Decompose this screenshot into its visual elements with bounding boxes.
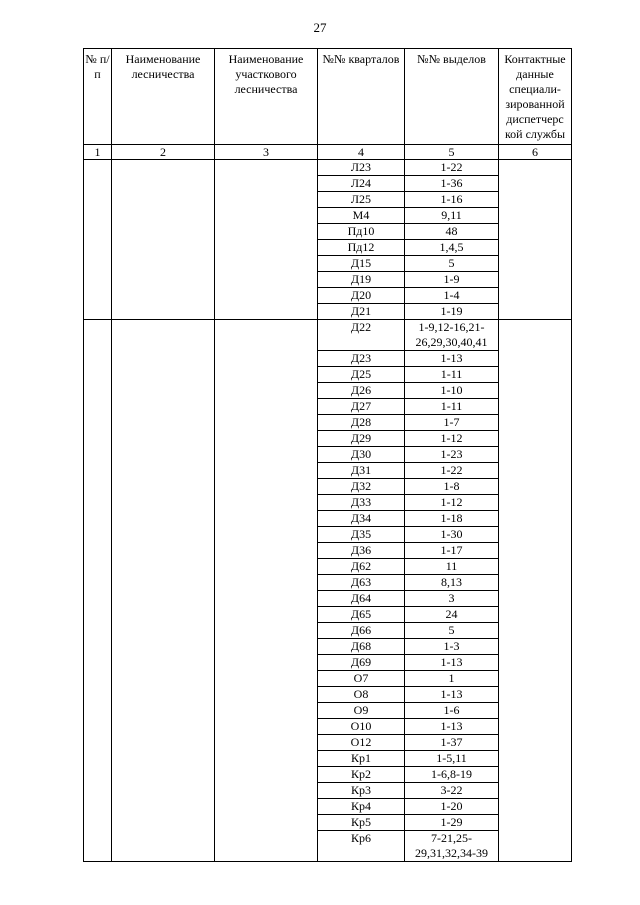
quarter-cell: Д31: [318, 463, 405, 479]
quarter-cell: Д25: [318, 367, 405, 383]
empty-number-cell: [84, 320, 112, 862]
quarter-cell: Д32: [318, 479, 405, 495]
forest-quarters-table: [83, 48, 572, 862]
header-plots: №№ выделов: [405, 49, 499, 145]
quarter-cell: Д28: [318, 415, 405, 431]
quarter-cell: Кр6: [318, 831, 405, 862]
column-number: 5: [405, 145, 499, 160]
quarter-cell: Д62: [318, 559, 405, 575]
column-number: 3: [215, 145, 318, 160]
column-number: 4: [318, 145, 405, 160]
plots-cell: 1-12: [405, 431, 499, 447]
header-row: [84, 49, 572, 145]
quarter-cell: Д36: [318, 543, 405, 559]
quarter-cell: Д15: [318, 256, 405, 272]
plots-cell: 1: [405, 671, 499, 687]
quarter-cell: Кр3: [318, 783, 405, 799]
quarter-cell: Д19: [318, 272, 405, 288]
plots-cell: 1-6,8-19: [405, 767, 499, 783]
quarter-cell: Д23: [318, 351, 405, 367]
plots-cell: 1-3: [405, 639, 499, 655]
plots-cell: 1-37: [405, 735, 499, 751]
quarter-cell: Д27: [318, 399, 405, 415]
quarter-cell: Кр2: [318, 767, 405, 783]
quarter-cell: Кр4: [318, 799, 405, 815]
plots-cell: 1-11: [405, 399, 499, 415]
quarter-cell: Л25: [318, 192, 405, 208]
plots-cell: 8,13: [405, 575, 499, 591]
plots-cell: 3-22: [405, 783, 499, 799]
plots-cell: 1-6: [405, 703, 499, 719]
quarter-cell: Пд12: [318, 240, 405, 256]
column-number-row: [84, 145, 572, 160]
quarter-cell: Л24: [318, 176, 405, 192]
quarter-cell: Д34: [318, 511, 405, 527]
plots-cell: 1-22: [405, 463, 499, 479]
empty-district-cell: [215, 160, 318, 320]
plots-cell: 1-13: [405, 655, 499, 671]
plots-cell: 1-22: [405, 160, 499, 176]
empty-contact-cell: [499, 160, 572, 320]
quarter-cell: О12: [318, 735, 405, 751]
column-number: 2: [112, 145, 215, 160]
quarter-cell: Д64: [318, 591, 405, 607]
quarter-cell: Л23: [318, 160, 405, 176]
plots-cell: 1-7: [405, 415, 499, 431]
plots-cell: 1-9,12-16,21-26,29,30,40,41: [405, 320, 499, 351]
header-number: № п/п: [84, 49, 112, 145]
quarter-cell: Д69: [318, 655, 405, 671]
quarter-cell: Д33: [318, 495, 405, 511]
table-row: [84, 160, 572, 176]
plots-cell: 1-20: [405, 799, 499, 815]
plots-cell: 9,11: [405, 208, 499, 224]
quarter-cell: О8: [318, 687, 405, 703]
page-number: 27: [313, 20, 327, 35]
plots-cell: 1-13: [405, 351, 499, 367]
plots-cell: 1-5,11: [405, 751, 499, 767]
table-body: [84, 160, 572, 862]
plots-cell: 24: [405, 607, 499, 623]
plots-cell: 1-8: [405, 479, 499, 495]
quarter-cell: Кр5: [318, 815, 405, 831]
quarter-cell: Д66: [318, 623, 405, 639]
plots-cell: 3: [405, 591, 499, 607]
header-district-forestry-name: Наименование участкового лесничества: [215, 49, 318, 145]
table-row: [84, 320, 572, 351]
header-contact-data: Контактные данные специали-зированной диспетчерс кой службы: [499, 49, 572, 145]
quarter-cell: Д22: [318, 320, 405, 351]
plots-cell: 1-17: [405, 543, 499, 559]
plots-cell: 1-16: [405, 192, 499, 208]
quarter-cell: Д68: [318, 639, 405, 655]
plots-cell: 5: [405, 256, 499, 272]
plots-cell: 7-21,25-29,31,32,34-39: [405, 831, 499, 862]
empty-forestry-cell: [112, 160, 215, 320]
quarter-cell: Д65: [318, 607, 405, 623]
plots-cell: 48: [405, 224, 499, 240]
empty-district-cell: [215, 320, 318, 862]
quarter-cell: О10: [318, 719, 405, 735]
quarter-cell: Д63: [318, 575, 405, 591]
plots-cell: 5: [405, 623, 499, 639]
quarter-cell: Д29: [318, 431, 405, 447]
quarter-cell: М4: [318, 208, 405, 224]
plots-cell: 1-36: [405, 176, 499, 192]
quarter-cell: Пд10: [318, 224, 405, 240]
quarter-cell: О7: [318, 671, 405, 687]
plots-cell: 1,4,5: [405, 240, 499, 256]
quarter-cell: Д35: [318, 527, 405, 543]
plots-cell: 1-10: [405, 383, 499, 399]
plots-cell: 1-13: [405, 687, 499, 703]
column-number: 6: [499, 145, 572, 160]
plots-cell: 1-29: [405, 815, 499, 831]
plots-cell: 1-13: [405, 719, 499, 735]
quarter-cell: Д26: [318, 383, 405, 399]
plots-cell: 1-30: [405, 527, 499, 543]
quarter-cell: Д21: [318, 304, 405, 320]
quarter-cell: Д20: [318, 288, 405, 304]
empty-number-cell: [84, 160, 112, 320]
quarter-cell: Д30: [318, 447, 405, 463]
column-number: 1: [84, 145, 112, 160]
plots-cell: 1-4: [405, 288, 499, 304]
plots-cell: 1-19: [405, 304, 499, 320]
plots-cell: 1-18: [405, 511, 499, 527]
plots-cell: 1-11: [405, 367, 499, 383]
plots-cell: 11: [405, 559, 499, 575]
plots-cell: 1-9: [405, 272, 499, 288]
plots-cell: 1-23: [405, 447, 499, 463]
empty-forestry-cell: [112, 320, 215, 862]
empty-contact-cell: [499, 320, 572, 862]
header-forestry-name: Наименование лесничества: [112, 49, 215, 145]
plots-cell: 1-12: [405, 495, 499, 511]
quarter-cell: О9: [318, 703, 405, 719]
quarter-cell: Кр1: [318, 751, 405, 767]
header-quarters: №№ кварталов: [318, 49, 405, 145]
